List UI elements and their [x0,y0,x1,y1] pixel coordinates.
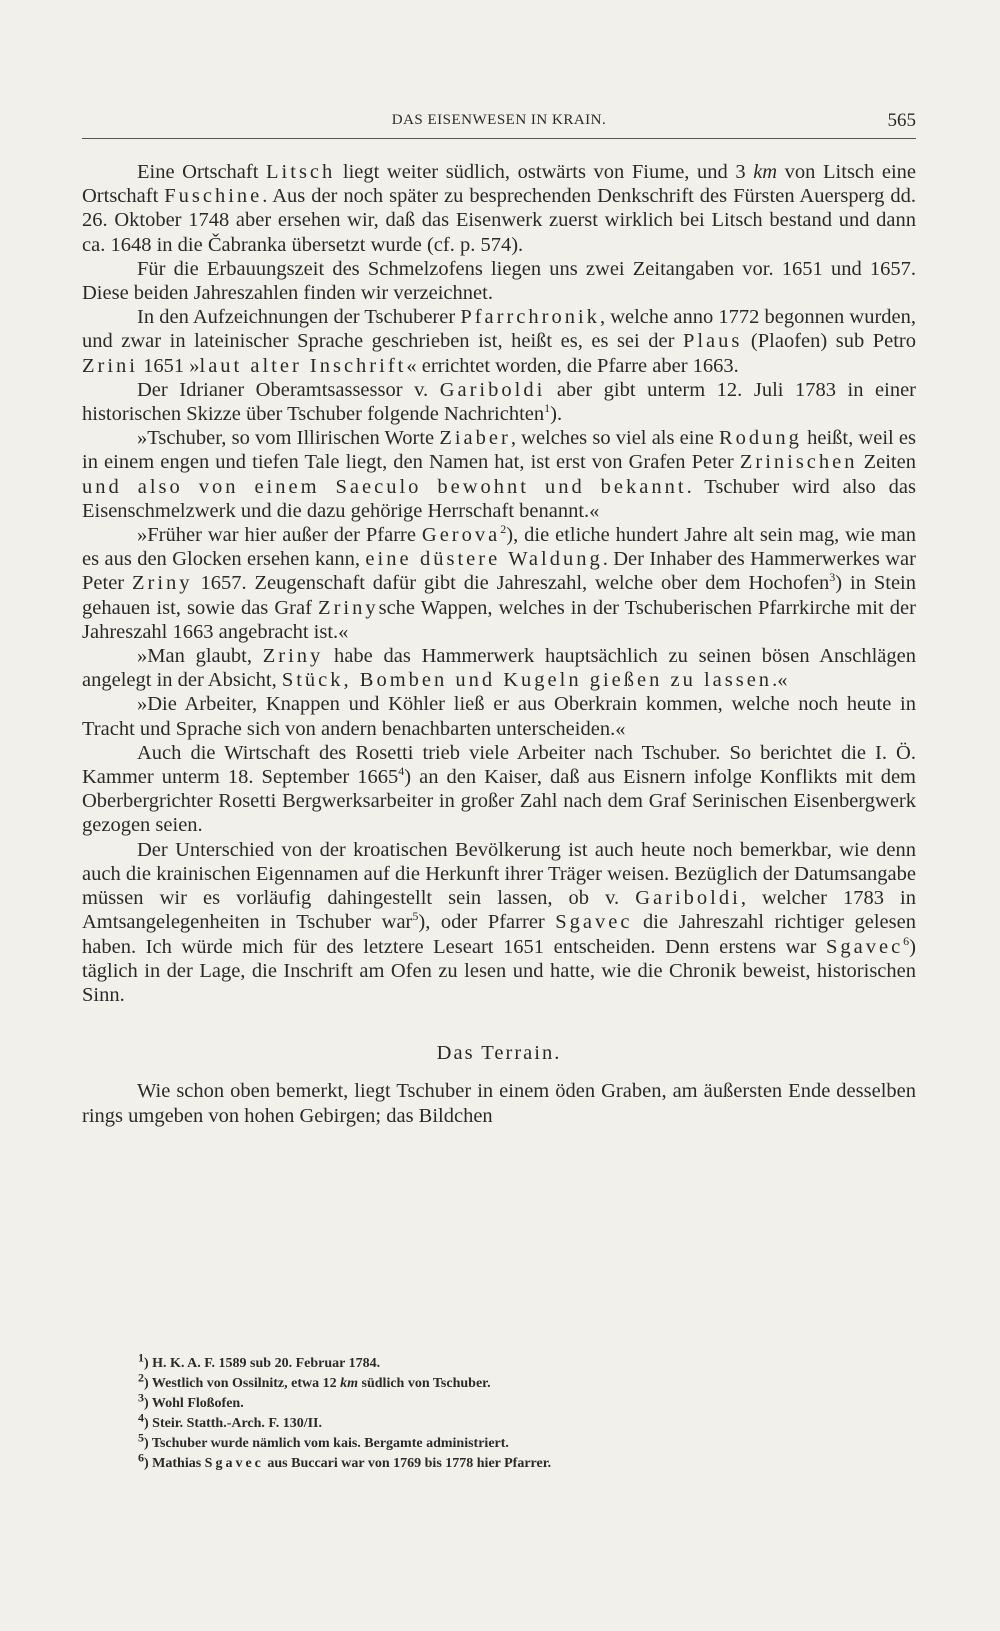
footnote [138,1350,918,1374]
footnote [138,1410,918,1434]
spaced-text: Zriny [262,645,324,668]
spaced-text: Zrinischen [739,451,858,474]
text-run: . Der Inhaber des Hammerwerkes war Peter [82,548,916,595]
spaced-text: Rodung [719,427,802,450]
footnote [138,1390,918,1414]
spaced-text: und also von einem Saeculo bewohnt und bekannt [82,475,687,498]
footnote [138,1430,918,1454]
spaced-text: Gariboldi [635,887,741,910]
text-run: Eine Ortschaft [137,161,267,183]
text-run: . Aus der noch später zu besprechenden Denkschrift des Fürsten Auersperg dd. 26. Oktober 1748 aber ersehen wir, daß das Eisenwerk zuerst wirklich bei Litsch bestand und dann ca. 1648 in die Čabranka übersetzt wurde (cf. p. 574). [82,185,916,256]
text-run: »Tschuber, so vom Illirischen Worte [137,427,440,450]
paragraph [82,838,916,1007]
text-run: ) Wohl Floßofen. [144,1396,244,1411]
text-run: aber gibt unterm 12. Juli 1783 in einer historischen Skizze über Tschuber folgende Nachrichten [82,378,916,426]
text-run: Wie schon oben bemerkt, liegt Tschuber in einem öden Graben, am äußersten Ende desselben rings umgeben von hohen Gebirgen; das Bildchen [82,1080,916,1127]
text-run: 1657. Zeugenschaft dafür gibt die Jahreszahl, welche ober dem Hochofen [192,572,830,595]
text-run: liegt weiter südlich, ostwärts von Fiume, und 3 [335,161,754,183]
italic-text: km [340,1376,359,1391]
running-header [82,108,916,139]
footnote-marker: 4 [138,1410,144,1425]
paragraph [82,305,916,378]
paragraph [82,523,916,644]
text-run: ) Mathias [144,1456,205,1471]
italic-text: km [753,161,778,183]
footnote-marker: 1 [138,1350,144,1365]
spaced-text: Zriny [318,596,379,619]
paragraph [82,741,916,838]
text-run: 1651 » [138,354,200,377]
spaced-text: Sgavec [825,935,904,958]
text-run: Der Idrianer Oberamtsassessor v. [137,378,440,401]
spaced-text: Sgavec [555,911,633,934]
text-run: Der Unterschied von der kroatischen Bevölkerung ist auch heute noch bemerkbar, wie denn auch die krainischen Eigennamen auf die Herkunft ihrer Träger weisen. Bezüglich der Datumsangabe müssen wir es vorläufig dahingestellt sein lassen, ob v. [82,838,916,910]
footnote-marker: 2 [500,522,507,537]
spaced-text: Gerova [421,524,501,547]
text-run: ), die etliche hundert Jahre alt sein mag, wie man es aus den Glocken ersehen kann, [82,524,916,571]
paragraph [82,644,916,692]
text-run: ) an den Kaiser, daß aus Eisnern infolge Konflikts mit dem Oberbergrichter Rosetti Bergwerksarbeiter in großer Zahl nach dem Graf Serinischen Eisenbergwerk gezogen seien. [82,766,916,837]
footnote-marker: 6 [138,1450,144,1465]
spaced-text: Pfarrchronik [460,306,600,329]
footnote-marker: 1 [544,401,551,416]
paragraph [82,378,916,426]
text-run: »Früher war hier außer der Pfarre [137,524,422,547]
text-run: Auch die Wirtschaft des Rosetti trieb viele Arbeiter nach Tschuber. So berichtet die I. Ö. Kammer unterm 18. September 1665 [82,741,916,789]
text-run: ) in Stein gehauen ist, sowie das Graf [82,572,916,619]
text-run: ) täglich in der Lage, die Inschrift am Ofen zu lesen und hatte, wie die Chronik beweist, historischen Sinn. [82,935,916,1006]
spaced-text: Litsch [266,161,336,183]
text-run: »Man glaubt, [137,645,263,668]
footnote [138,1450,918,1474]
footnote-marker: 5 [138,1430,144,1445]
paragraph [82,692,916,740]
text-run: . Tschuber wird also das Eisenschmelzwerk und die dazu gehörige Herrschaft benannt.« [82,475,916,522]
footnote-marker: 3 [829,570,836,585]
paragraph [82,426,916,523]
footnote-marker: 6 [903,933,910,948]
text-run: aus Buccari war von 1769 bis 1778 hier Pfarrer. [263,1456,552,1471]
spaced-text: Sgavec [204,1456,264,1471]
text-run: ) H. K. A. F. 1589 sub 20. Februar 1784. [144,1356,381,1371]
section-heading: Das Terrain. [436,1042,562,1065]
text-run: ), oder Pfarrer [418,911,556,934]
text-run: Zeiten [857,451,916,474]
page-number: 565 [887,110,916,131]
text-run: »Die Arbeiter, Knappen und Köhler ließ er aus Oberkrain kommen, welche noch heute in Tracht und Sprache sich von andern benachbarten unterscheiden.« [82,693,916,740]
text-run: Für die Erbauungszeit des Schmelzofens liegen uns zwei Zeitangaben vor. 1651 und 1657. Diese beiden Jahreszahlen finden wir verzeichnet. [82,257,916,305]
footnote-marker: 5 [412,909,419,924]
text-run: die Jahreszahl richtiger gelesen haben. Ich würde mich für des letztere Leseart 1651 entscheiden. Denn erstens war [82,911,916,958]
spaced-text: Gariboldi [439,378,546,401]
text-run: habe das Hammerwerk hauptsächlich zu seinen bösen Anschlägen angelegt in der Absicht, [82,645,916,692]
paragraph [82,257,916,305]
spaced-text: Fuschine [164,185,263,208]
main-text [82,160,916,1128]
final-paragraph [82,1079,916,1127]
text-run: ) Tschuber wurde nämlich vom kais. Bergamte administriert. [144,1436,509,1451]
text-run: heißt, weil es in einem engen und tiefen Tale liegt, den Namen hat, ist erst von Grafen Peter [82,427,916,474]
paragraph [82,160,916,257]
text-run: südlich von Tschuber. [358,1376,491,1391]
text-run: In den Aufzeichnungen der Tschuberer [137,306,461,329]
text-run: .« [772,669,788,692]
running-title: DAS EISENWESEN IN KRAIN. [391,112,607,128]
text-run: , welches so viel als eine [510,427,719,450]
footnote-marker: 4 [398,764,405,779]
spaced-text: eine düstere Waldung [365,548,603,571]
spaced-text: Zriny [132,572,193,595]
text-run: ) Steir. Statth.-Arch. F. 130/II. [144,1416,322,1431]
text-run: (Plaofen) sub Petro [742,330,916,353]
text-run: ). [550,403,563,426]
footnote-marker: 3 [138,1390,144,1405]
footnote [138,1370,918,1394]
text-run: sche Wappen, welches in der Tschuberischen Pfarrkirche mit der Jahreszahl 1663 angebracht ist.« [82,596,916,643]
text-run: , welcher 1783 in Amtsangelegenheiten in Tschuber war [82,887,916,934]
text-run: , welche anno 1772 begonnen wurden, und zwar in lateinischer Sprache geschrieben ist, heißt es, es sei der [82,306,916,353]
footnotes [138,1350,918,1474]
text-run: von Litsch eine Ortschaft [82,161,916,208]
spaced-text: Plaus [682,330,743,353]
spaced-text: Ziaber [439,427,511,450]
text-run: ) Westlich von Ossilnitz, etwa 12 [144,1376,341,1391]
spaced-text: Stück, Bomben und Kugeln gießen zu lassen [281,669,773,692]
spaced-text: laut alter Inschrift [199,354,407,377]
text-run: « errichtet worden, die Pfarre aber 1663. [406,354,739,377]
paragraph-list [82,160,916,1007]
footnote-marker: 2 [138,1370,144,1385]
spaced-text: Zrini [82,354,138,377]
